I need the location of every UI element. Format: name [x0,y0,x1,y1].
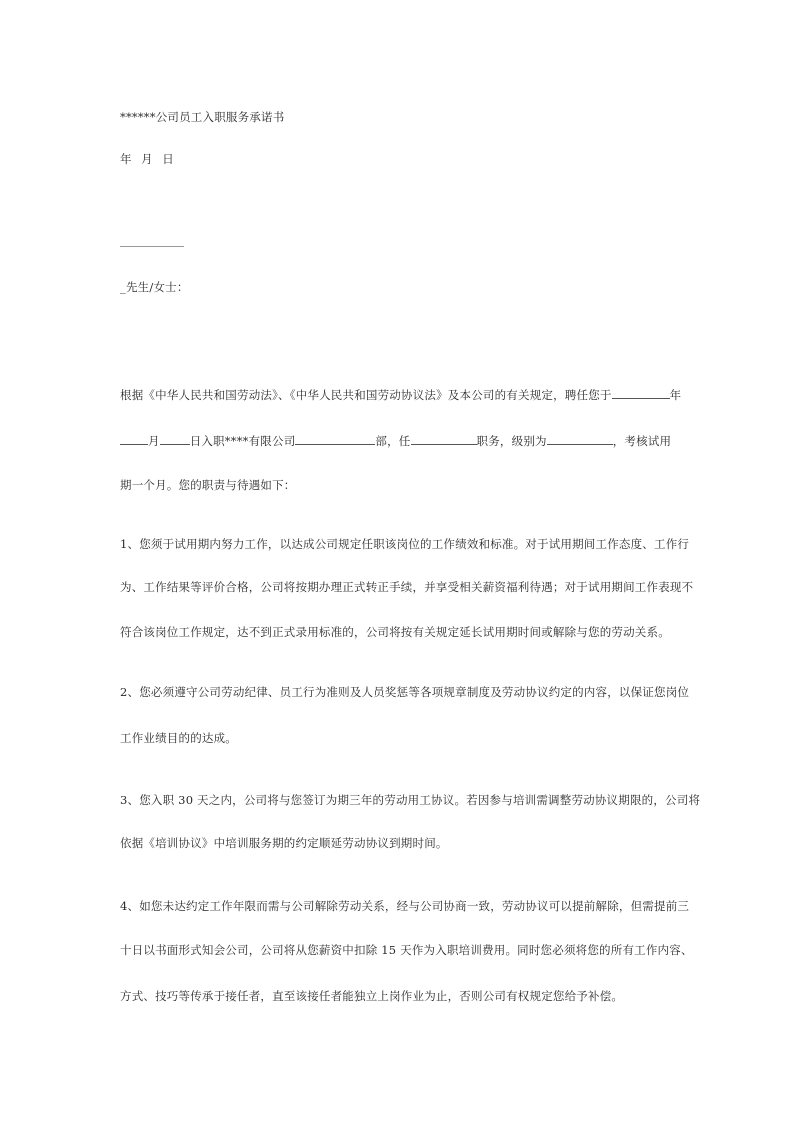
clause-2-line-2: 工作业绩目的的达成。 [120,731,237,745]
name-blank-line [120,246,184,247]
year-label: 年 [669,388,682,402]
clause-3-line-2: 依据《培训协议》中培训服务期的约定顺延劳动协议到期时间。 [120,836,448,850]
join-company-label: 日入职****有限公司 [189,434,296,448]
position-blank [411,433,477,445]
clause-3-line-1: 3、您入职 30 天之内，公司将与您签订为期三年的劳动用工协议。若因参与培训需调整劳动协议期限的，公司将 [120,793,701,807]
date-line: 年 月 日 [120,152,177,166]
intro-text: 根据《中华人民共和国劳动法》、《中华人民共和国劳动协议法》及本公司的有关规定，聘任您于 [120,388,612,402]
department-blank [295,433,375,445]
department-label: 部，任 [375,434,411,448]
intro-line-3: 期一个月。您的职责与待遇如下： [120,478,296,492]
clause-1-line-2: 为、工作结果等评价合格，公司将按期办理正式转正手续，并享受相关薪资福利待遇；对于试用期间工作表现不 [120,580,694,594]
clause-4-line-3: 方式、技巧等传承于接任者，直至该接任者能独立上岗作业为止，否则公司有权规定您给予补偿。 [120,989,624,1003]
day-blank [160,433,190,445]
year-blank [612,387,670,399]
clause-2-line-1: 2、您必须遵守公司劳动纪律、员工行为准则及人员奖惩等各项规章制度及劳动协议约定的内容，以保证您岗位 [120,685,690,699]
probation-label: ，考核试用 [612,434,672,448]
clause-1-line-1: 1、您须于试用期内努力工作，以达成公司规定任职该岗位的工作绩效和标准。对于试用期间工作态度、工作行 [120,537,690,551]
position-label: 职务，级别为 [476,434,547,448]
level-blank [547,433,613,445]
clause-1-line-3: 符合该岗位工作规定，达不到正式录用标准的，公司将按有关规定延长试用期时间或解除与您的劳动关系。 [120,625,670,639]
document-title: ******公司员工入职服务承诺书 [120,110,285,124]
month-label: 月 [148,434,160,448]
month-blank [120,433,148,445]
intro-line-2 [120,433,690,448]
intro-line-1 [120,387,690,402]
clause-4-line-2: 十日以书面形式知会公司，公司将从您薪资中扣除 15 天作为入职培训费用。同时您必须将您的所有工作内容、 [120,943,693,957]
salutation: _先生/女士： [120,280,189,294]
clause-4-line-1: 4、如您未达约定工作年限而需与公司解除劳动关系，经与公司协商一致，劳动协议可以提前解除，但需提前三 [120,899,690,913]
